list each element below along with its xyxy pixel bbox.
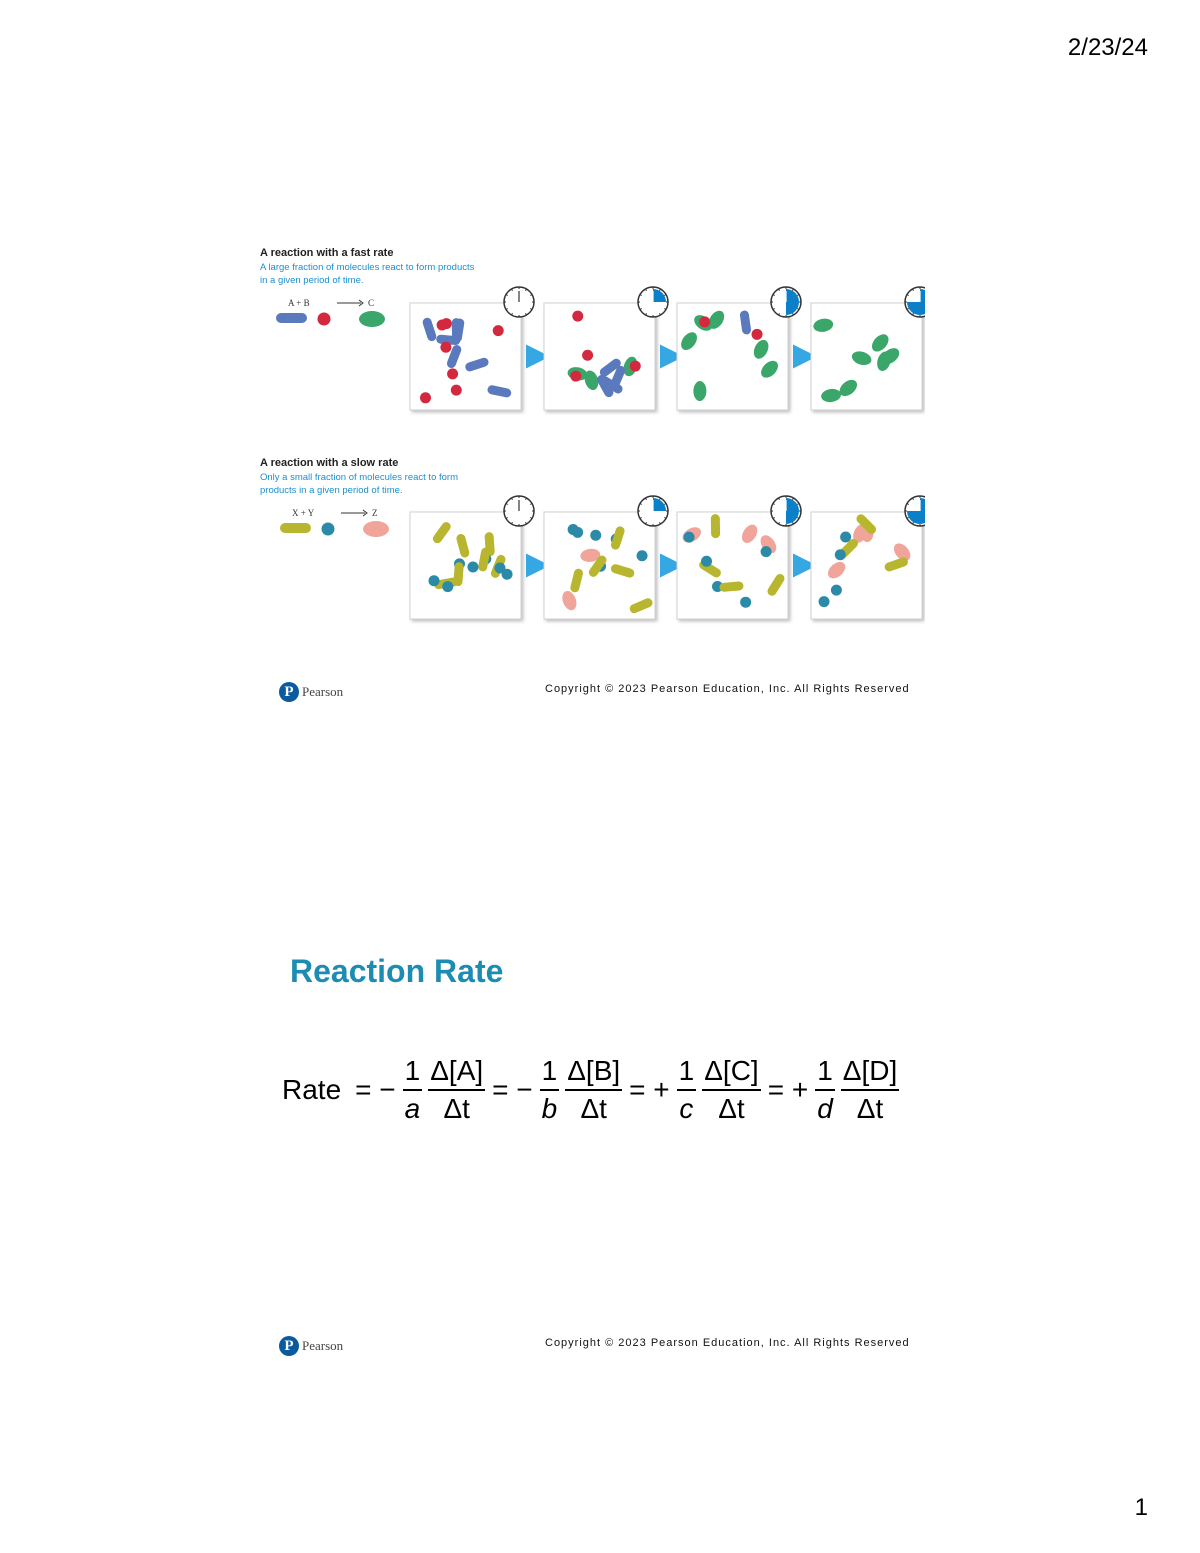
- reactant-ball: [590, 530, 601, 541]
- reactant-ball: [442, 581, 453, 592]
- fast-rate-title: A reaction with a fast rate: [260, 247, 394, 259]
- reactant-ball: [637, 550, 648, 561]
- reactant-ball: [819, 596, 830, 607]
- fast-reaction-box: [410, 287, 534, 410]
- reactant-ball: [502, 569, 513, 580]
- svg-text:X + Y: X + Y: [292, 508, 315, 518]
- reaction-figure: [255, 240, 925, 640]
- reactant-ball: [761, 546, 772, 557]
- reactant-ball: [572, 527, 583, 538]
- fast-reaction-box: [544, 287, 668, 410]
- sign: = +: [767, 1074, 809, 1105]
- pearson-p-icon: P: [279, 682, 299, 702]
- sign: = −: [492, 1074, 533, 1105]
- slow-reaction-box: [410, 496, 534, 619]
- reactant-ball: [835, 549, 846, 560]
- clock-icon: [771, 496, 801, 526]
- slide-title: Reaction Rate: [290, 953, 504, 989]
- reactant-ball: [630, 361, 641, 372]
- clock-icon: [638, 287, 668, 317]
- reactant-ball: [582, 350, 593, 361]
- reactant-ball: [429, 575, 440, 586]
- coef-fraction: $\frac{1}{b}$: [541, 1055, 558, 1124]
- coef-fraction: $\frac{1}{a}$: [404, 1055, 421, 1124]
- reactant-ball: [451, 385, 462, 396]
- reactant-ball: [699, 316, 710, 327]
- fast-reaction-box: [811, 287, 925, 410]
- delta-fraction: $\frac{\Delta[C]}{\Delta t}$: [704, 1055, 759, 1124]
- page-date: 2/23/24: [1067, 34, 1148, 61]
- reactant-ball: [831, 585, 842, 596]
- page-number: 1: [1134, 1494, 1148, 1521]
- reactant-ball: [840, 532, 851, 543]
- fast-equation: [276, 298, 385, 327]
- slow-rate-title: A reaction with a slow rate: [260, 457, 399, 469]
- sign: = +: [629, 1074, 670, 1105]
- sign: = −: [355, 1074, 396, 1105]
- svg-text:Z: Z: [372, 508, 378, 518]
- slide-reaction-rates-figure: [255, 240, 925, 710]
- reactant-ball: [752, 329, 763, 340]
- slide-reaction-rate: [255, 945, 925, 1365]
- rate-label: Rate: [282, 1074, 342, 1105]
- delta-fraction: $\frac{\Delta[B]}{\Delta t}$: [567, 1055, 621, 1124]
- clock-icon: [771, 287, 801, 317]
- slow-reaction-box: [677, 496, 801, 619]
- reactant-rod: [711, 514, 720, 538]
- fast-reaction-box: [677, 287, 801, 410]
- clock-icon: [638, 496, 668, 526]
- reactant-ball: [447, 368, 458, 379]
- rate-equation: [282, 1055, 902, 1125]
- pearson-p-icon: P: [279, 1336, 299, 1356]
- reactant-ball: [420, 392, 431, 403]
- fast-rate-subtitle: A large fraction of molecules react to form products in a given period of time.: [260, 262, 475, 286]
- copyright-text: Copyright © 2023 Pearson Education, Inc. All Rights Reserved: [545, 683, 910, 695]
- svg-text:A + B: A + B: [288, 298, 310, 308]
- clock-icon: [504, 496, 534, 526]
- reactant-rod: [453, 562, 464, 587]
- reactant-ball: [441, 318, 452, 329]
- reactant-ball: [493, 325, 504, 336]
- reactant-ball: [570, 371, 581, 382]
- reactant-ball: [467, 561, 478, 572]
- svg-text:C: C: [368, 298, 375, 308]
- pearson-logo: P Pearson: [279, 682, 343, 702]
- copyright-text: Copyright © 2023 Pearson Education, Inc. All Rights Reserved: [545, 1337, 910, 1349]
- delta-fraction: $\frac{\Delta[A]}{\Delta t}$: [430, 1055, 484, 1124]
- coef-fraction: $\frac{1}{c}$: [678, 1055, 695, 1124]
- reactant-ball: [684, 532, 695, 543]
- slow-reaction-box: [811, 496, 925, 619]
- pearson-logo: P Pearson: [279, 1336, 343, 1356]
- clock-icon: [504, 287, 534, 317]
- slow-reaction-box: [544, 496, 668, 619]
- reactant-ball: [740, 597, 751, 608]
- reactant-ball: [440, 342, 451, 353]
- reactant-ball: [701, 556, 712, 567]
- slow-rate-subtitle: Only a small fraction of molecules react to form products in a given period of time.: [260, 472, 458, 496]
- delta-fraction: $\frac{\Delta[D]}{\Delta t}$: [842, 1055, 898, 1124]
- slow-equation: [280, 508, 389, 537]
- reactant-ball: [572, 311, 583, 322]
- coef-fraction: $\frac{1}{d}$: [817, 1055, 833, 1124]
